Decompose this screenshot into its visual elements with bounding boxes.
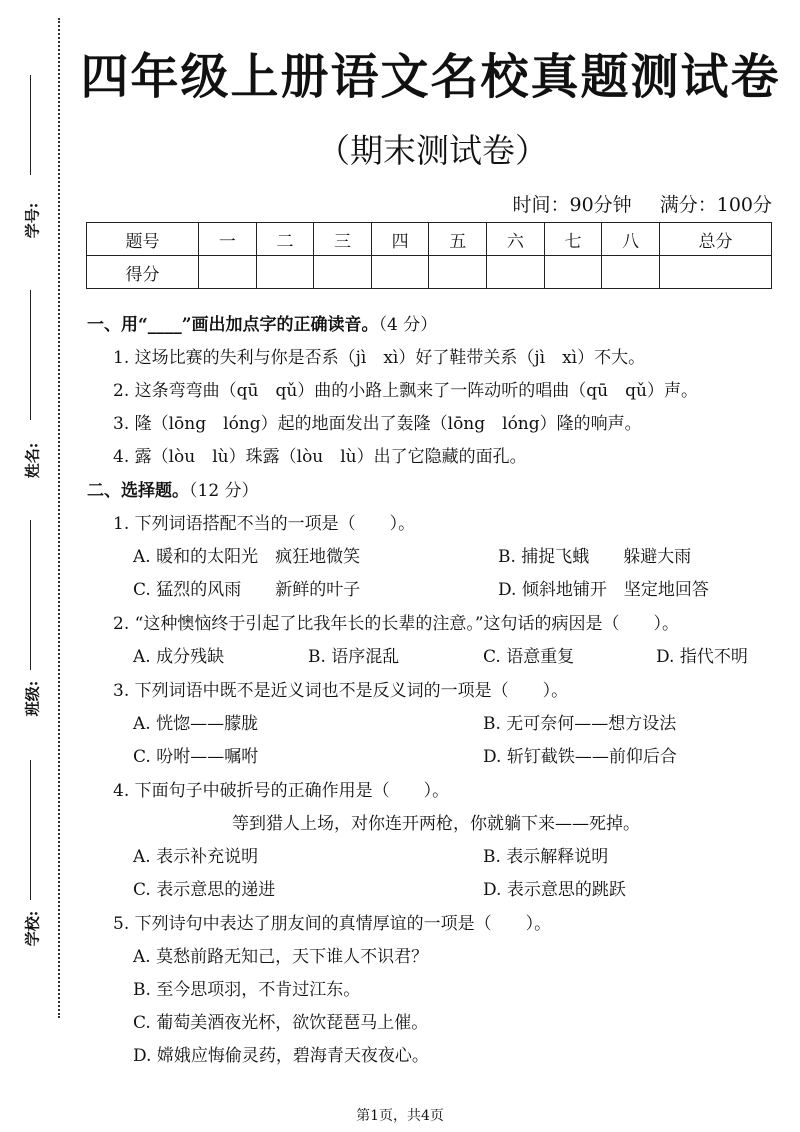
score-input-cell[interactable] xyxy=(371,256,429,289)
table-cell: 七 xyxy=(544,223,602,256)
table-cell: 二 xyxy=(256,223,314,256)
cut-line xyxy=(58,18,60,1018)
school-line[interactable] xyxy=(30,760,31,900)
table-cell: 总分 xyxy=(659,223,771,256)
class-label: 班级: xyxy=(23,680,42,717)
question-2-5-option-d[interactable]: D. 嫦娥应悔偷灵药，碧海青天夜夜心。 xyxy=(133,1046,429,1066)
score-table-score-row xyxy=(87,256,772,289)
section-1-title: 一、用“____”画出加点字的正确读音。 xyxy=(87,315,379,335)
table-cell: 一 xyxy=(199,223,257,256)
question-2-5-option-a[interactable]: A. 莫愁前路无知己，天下谁人不识君？ xyxy=(133,947,429,967)
question-1-2[interactable]: 2. 这条弯弯曲（qū qǔ）曲的小路上飘来了一阵动听的唱曲（qū qǔ）声。 xyxy=(113,381,698,401)
score-input-cell[interactable] xyxy=(429,256,487,289)
question-2-2-option-c[interactable]: C. 语意重复 xyxy=(483,647,575,667)
exam-info xyxy=(513,190,773,217)
table-cell: 三 xyxy=(314,223,372,256)
question-2-2-stem: 2. “这种懊恼终于引起了比我年长的长辈的注意。”这句话的病因是（ ）。 xyxy=(113,614,680,634)
student-id-label: 学号: xyxy=(23,202,42,239)
name-label: 姓名: xyxy=(23,442,42,479)
question-2-4-option-a[interactable]: A. 表示补充说明 xyxy=(133,847,259,867)
time-limit: 时间：90分钟 xyxy=(512,194,632,216)
question-2-3-option-b[interactable]: B. 无可奈何——想方设法 xyxy=(483,714,677,734)
question-2-5-stem: 5. 下列诗句中表达了朋友间的真情厚谊的一项是（ ）。 xyxy=(113,914,552,934)
table-cell: 五 xyxy=(429,223,487,256)
name-line[interactable] xyxy=(30,290,31,420)
table-cell: 六 xyxy=(487,223,545,256)
section-2-title: 二、选择题。 xyxy=(87,481,189,501)
score-input-cell[interactable] xyxy=(314,256,372,289)
question-2-4-option-c[interactable]: C. 表示意思的递进 xyxy=(133,880,276,900)
section-1-heading xyxy=(87,310,437,335)
table-cell: 四 xyxy=(371,223,429,256)
student-id-line[interactable] xyxy=(30,75,31,175)
binding-margin xyxy=(0,0,70,1132)
score-input-cell[interactable] xyxy=(256,256,314,289)
score-table-header-row xyxy=(87,223,772,256)
question-2-2-option-a[interactable]: A. 成分残缺 xyxy=(133,647,225,667)
full-score: 满分：100分 xyxy=(659,194,772,216)
question-2-2-option-d[interactable]: D. 指代不明 xyxy=(656,647,748,667)
section-1-points: （4 分） xyxy=(378,315,438,335)
question-1-3[interactable]: 3. 隆（lōng lóng）起的地面发出了轰隆（lōng lóng）隆的响声。 xyxy=(113,414,642,434)
score-table xyxy=(86,222,772,289)
question-2-3-option-d[interactable]: D. 斩钉截铁——前仰后合 xyxy=(483,747,677,767)
question-2-1-option-c[interactable]: C. 猛烈的风雨 新鲜的叶子 xyxy=(133,580,361,600)
question-2-3-stem: 3. 下列词语中既不是近义词也不是反义词的一项是（ ）。 xyxy=(113,681,569,701)
score-input-cell[interactable] xyxy=(659,256,771,289)
question-2-4-option-b[interactable]: B. 表示解释说明 xyxy=(483,847,609,867)
question-2-5-option-b[interactable]: B. 至今思项羽，不肯过江东。 xyxy=(133,980,361,1000)
section-2-points: （12 分） xyxy=(189,481,259,501)
table-cell: 题号 xyxy=(87,223,199,256)
score-input-cell[interactable] xyxy=(199,256,257,289)
question-2-3-option-c[interactable]: C. 吩咐——嘱咐 xyxy=(133,747,259,767)
question-2-1-option-b[interactable]: B. 捕捉飞蛾 躲避大雨 xyxy=(498,547,692,567)
question-2-1-option-d[interactable]: D. 倾斜地铺开 坚定地回答 xyxy=(498,580,709,600)
page-footer: 第1页，共4页 xyxy=(356,1108,444,1124)
score-input-cell[interactable] xyxy=(487,256,545,289)
question-2-4-quote: 等到猎人上场，对你连开两枪，你就躺下来——死掉。 xyxy=(232,814,640,834)
score-input-cell[interactable] xyxy=(602,256,660,289)
page-title: 四年级上册语文名校真题测试卷 xyxy=(80,49,781,105)
class-line[interactable] xyxy=(30,520,31,670)
score-input-cell[interactable] xyxy=(544,256,602,289)
question-2-4-option-d[interactable]: D. 表示意思的跳跃 xyxy=(483,880,626,900)
page-subtitle: （期末测试卷） xyxy=(317,131,548,170)
question-2-3-option-a[interactable]: A. 恍惚——朦胧 xyxy=(133,714,259,734)
section-2-heading xyxy=(87,476,259,501)
question-2-1-stem: 1. 下列词语搭配不当的一项是（ ）。 xyxy=(113,514,416,534)
table-cell: 得分 xyxy=(87,256,199,289)
question-1-4[interactable]: 4. 露（lòu lù）珠露（lòu lù）出了它隐藏的面孔。 xyxy=(113,447,527,467)
question-2-5-option-c[interactable]: C. 葡萄美酒夜光杯，欲饮琵琶马上催。 xyxy=(133,1013,429,1033)
question-1-1[interactable]: 1. 这场比赛的失利与你是否系（jì xì）好了鞋带关系（jì xì）不大。 xyxy=(113,348,646,368)
table-cell: 八 xyxy=(602,223,660,256)
question-2-4-stem: 4. 下面句子中破折号的正确作用是（ ）。 xyxy=(113,781,450,801)
question-2-1-option-a[interactable]: A. 暖和的太阳光 疯狂地微笑 xyxy=(133,547,361,567)
question-2-2-option-b[interactable]: B. 语序混乱 xyxy=(308,647,400,667)
school-label: 学校: xyxy=(23,910,42,947)
